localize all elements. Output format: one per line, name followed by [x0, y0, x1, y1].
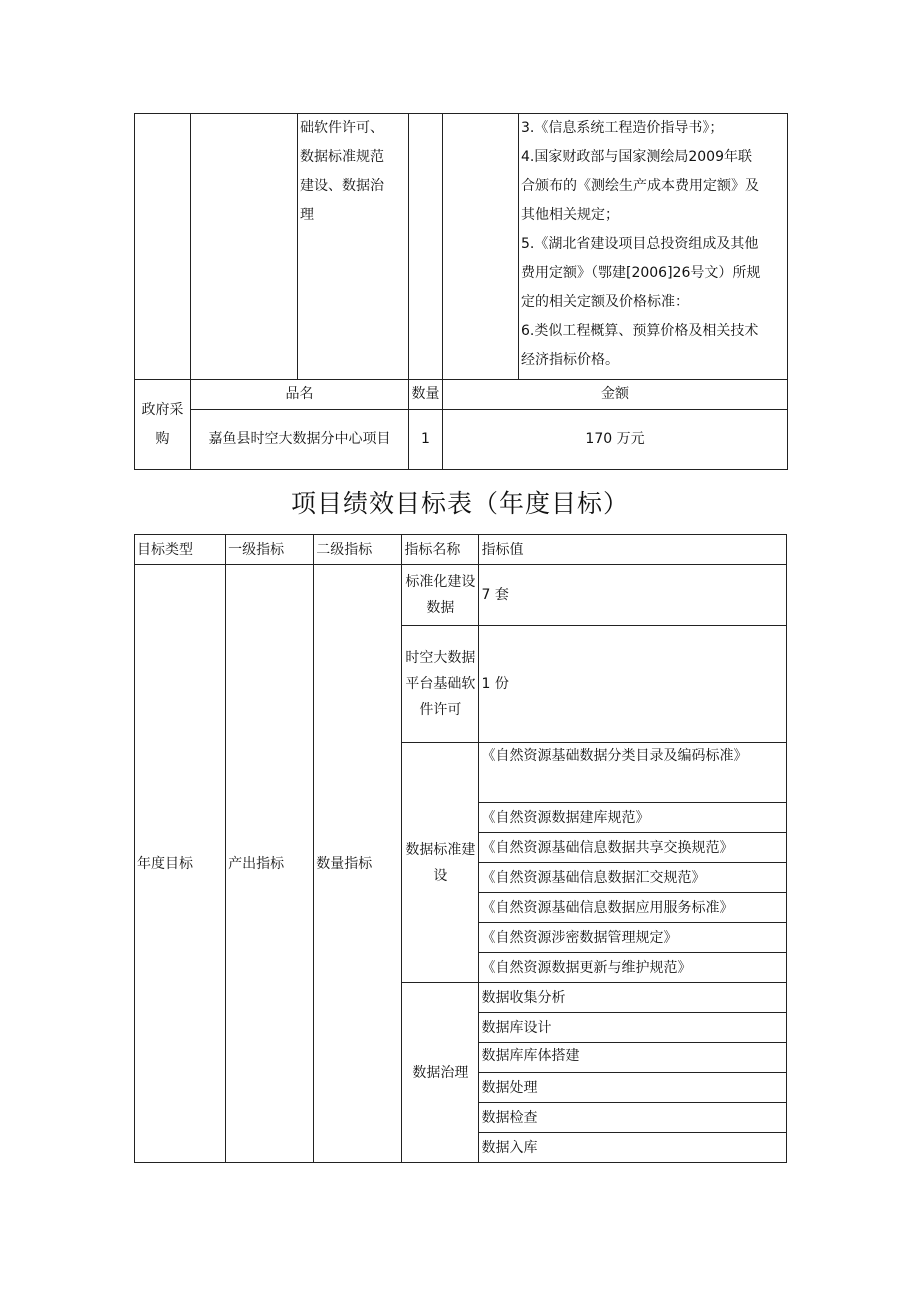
basis-cell [519, 114, 788, 380]
standard-item: 《自然资源基础信息数据共享交换规范》 [479, 833, 787, 863]
budget-basis-table [134, 113, 788, 470]
governance-item: 数据收集分析 [479, 983, 787, 1013]
amount-header: 金额 [443, 380, 788, 410]
empty-cell [135, 114, 191, 380]
empty-cell [409, 114, 443, 380]
header-level2: 二级指标 [314, 535, 402, 565]
header-indicator-name: 指标名称 [402, 535, 479, 565]
header-level1: 一级指标 [226, 535, 314, 565]
indicator-value: 7 套 [479, 565, 787, 626]
governance-item: 数据处理 [479, 1073, 787, 1103]
standard-item: 《自然资源数据更新与维护规范》 [479, 953, 787, 983]
governance-item: 数据库设计 [479, 1013, 787, 1043]
performance-target-table [134, 534, 787, 1163]
level2-cell: 数量指标 [314, 565, 402, 1163]
item-cell [298, 114, 409, 380]
basis-line: 4.国家财政部与国家测绘局2009年联 [521, 149, 752, 165]
procurement-label: 政府采购 [135, 380, 191, 470]
header-indicator-value: 指标值 [479, 535, 787, 565]
governance-item: 数据检查 [479, 1103, 787, 1133]
standard-item: 《自然资源基础数据分类目录及编码标准》 [479, 743, 787, 803]
empty-cell [443, 114, 519, 380]
page-title: 项目绩效目标表（年度目标） [290, 489, 629, 518]
item-line: 理 [300, 207, 314, 223]
basis-line: 费用定额》（鄂建[2006]26号文）所规 [521, 265, 761, 281]
indicator-name: 标准化建设数据 [402, 565, 479, 626]
basis-line: 其他相关规定； [521, 207, 619, 223]
empty-cell [191, 114, 298, 380]
standard-item: 《自然资源数据建库规范》 [479, 803, 787, 833]
basis-line: 定的相关定额及价格标准： [521, 294, 689, 310]
amount-value: 170 万元 [443, 410, 788, 470]
product-name-header: 品名 [191, 380, 409, 410]
target-type-cell: 年度目标 [135, 565, 226, 1163]
basis-line: 6.类似工程概算、预算价格及相关技术 [521, 323, 759, 339]
governance-item: 数据库库体搭建 [479, 1043, 787, 1073]
item-line: 数据标准规范 [300, 149, 384, 165]
item-line: 础软件许可、 [300, 120, 384, 136]
basis-line: 5.《湖北省建设项目总投资组成及其他 [521, 236, 759, 252]
quantity-header: 数量 [409, 380, 443, 410]
indicator-name: 数据标准建设 [402, 743, 479, 983]
header-target-type: 目标类型 [135, 535, 226, 565]
indicator-name: 时空大数据平台基础软件许可 [402, 626, 479, 743]
basis-line: 经济指标价格。 [521, 352, 619, 368]
quantity-value: 1 [409, 410, 443, 470]
standard-item: 《自然资源基础信息数据应用服务标准》 [479, 893, 787, 923]
product-name: 嘉鱼县时空大数据分中心项目 [191, 410, 409, 470]
level1-cell: 产出指标 [226, 565, 314, 1163]
standard-item: 《自然资源基础信息数据汇交规范》 [479, 863, 787, 893]
indicator-name: 数据治理 [402, 983, 479, 1163]
indicator-value: 1 份 [479, 626, 787, 743]
standard-item: 《自然资源涉密数据管理规定》 [479, 923, 787, 953]
basis-line: 合颁布的《测绘生产成本费用定额》及 [521, 178, 759, 194]
basis-line: 3.《信息系统工程造价指导书》； [521, 120, 724, 136]
governance-item: 数据入库 [479, 1133, 787, 1163]
item-line: 建设、数据治 [300, 178, 384, 194]
